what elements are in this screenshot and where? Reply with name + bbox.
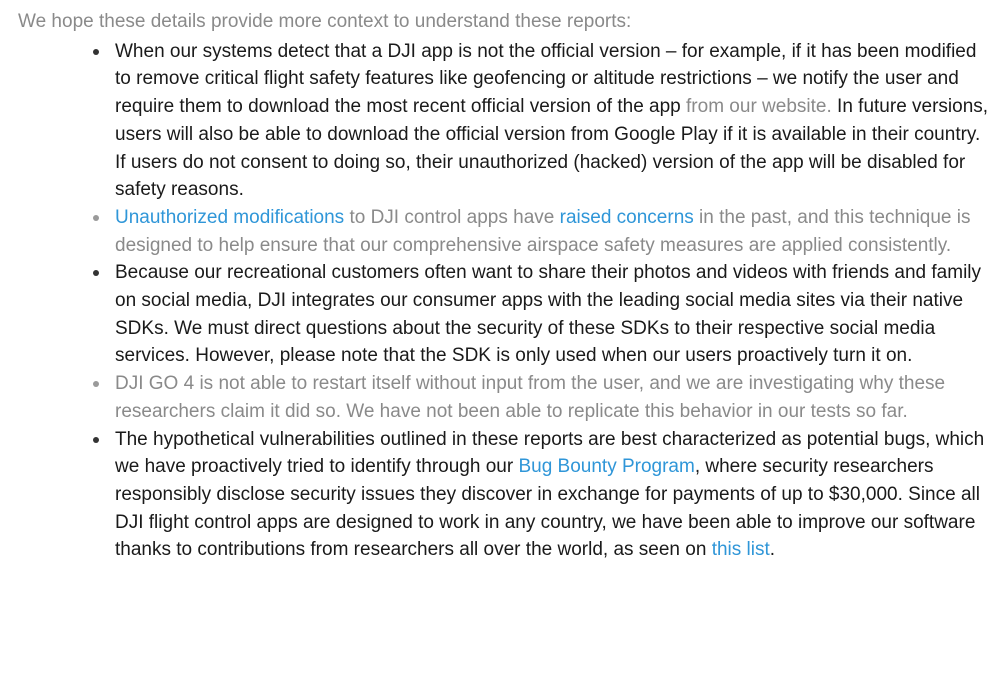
this-list-link[interactable]: this list (711, 539, 770, 561)
bullet-icon (93, 215, 99, 221)
item-text: DJI GO 4 is not able to restart itself without input from the user, and we are investigating why these researchers claim it did so. We have not been able to replicate this behavior in our tests so far. (115, 373, 946, 422)
item-text: When our systems detect that a DJI app is not the official version – for example, if it has been modified to remove critical flight safety features like geofencing or altitude restrictions – we notify the user and require them to download the most recent official version of the app (115, 40, 977, 118)
bullet-icon (93, 49, 99, 55)
intro-text: We hope these details provide more context to understand these reports: (18, 11, 632, 32)
list-item-social-media-sdks (115, 259, 989, 370)
item-text: , where security researchers responsibly disclose security issues they discover in exchange for payments of up to $30,000. Since all DJI flight control apps are designed to work in any country, we have been able to improve our software thanks to contributions from researchers all over the world, as seen on (115, 456, 980, 561)
bullet-icon (93, 381, 99, 387)
list-item-app-verification (115, 38, 989, 204)
details-list (18, 38, 989, 564)
item-text: in the past, and this technique is designed to help ensure that our comprehensive airspace safety measures are applied consistently. (115, 206, 971, 256)
item-text: to DJI control apps have (344, 206, 560, 228)
list-item-restart-behavior (115, 370, 989, 425)
item-text: In future versions, users will also be able to download the official version from Google Play if it is available in their country. If users do not consent to doing so, their unauthorized (hacked) version of the app will be disabled for safety reasons. (115, 96, 989, 201)
bullet-icon (93, 270, 99, 276)
bullet-icon (93, 437, 99, 443)
unauthorized-modifications-link[interactable]: Unauthorized modifications (115, 206, 345, 228)
list-item-unauthorized-modifications (115, 204, 989, 259)
item-text: . (769, 539, 776, 561)
item-text: The hypothetical vulnerabilities outlined in these reports are best characterized as potential bugs, which we have proactively tried to identify through our (115, 428, 985, 478)
item-text: Because our recreational customers often want to share their photos and videos with friends and family on social media, DJI integrates our consumer apps with the leading social media sites via their native SDKs. We must direct questions about the security of these SDKs to their respective social media services. However, please note that the SDK is only used when our users proactively turn it on. (115, 262, 982, 367)
list-item-bug-bounty (115, 426, 989, 565)
raised-concerns-link[interactable]: raised concerns (559, 206, 694, 228)
bug-bounty-program-link[interactable]: Bug Bounty Program (518, 456, 695, 478)
website-text: from our website. (686, 96, 832, 118)
